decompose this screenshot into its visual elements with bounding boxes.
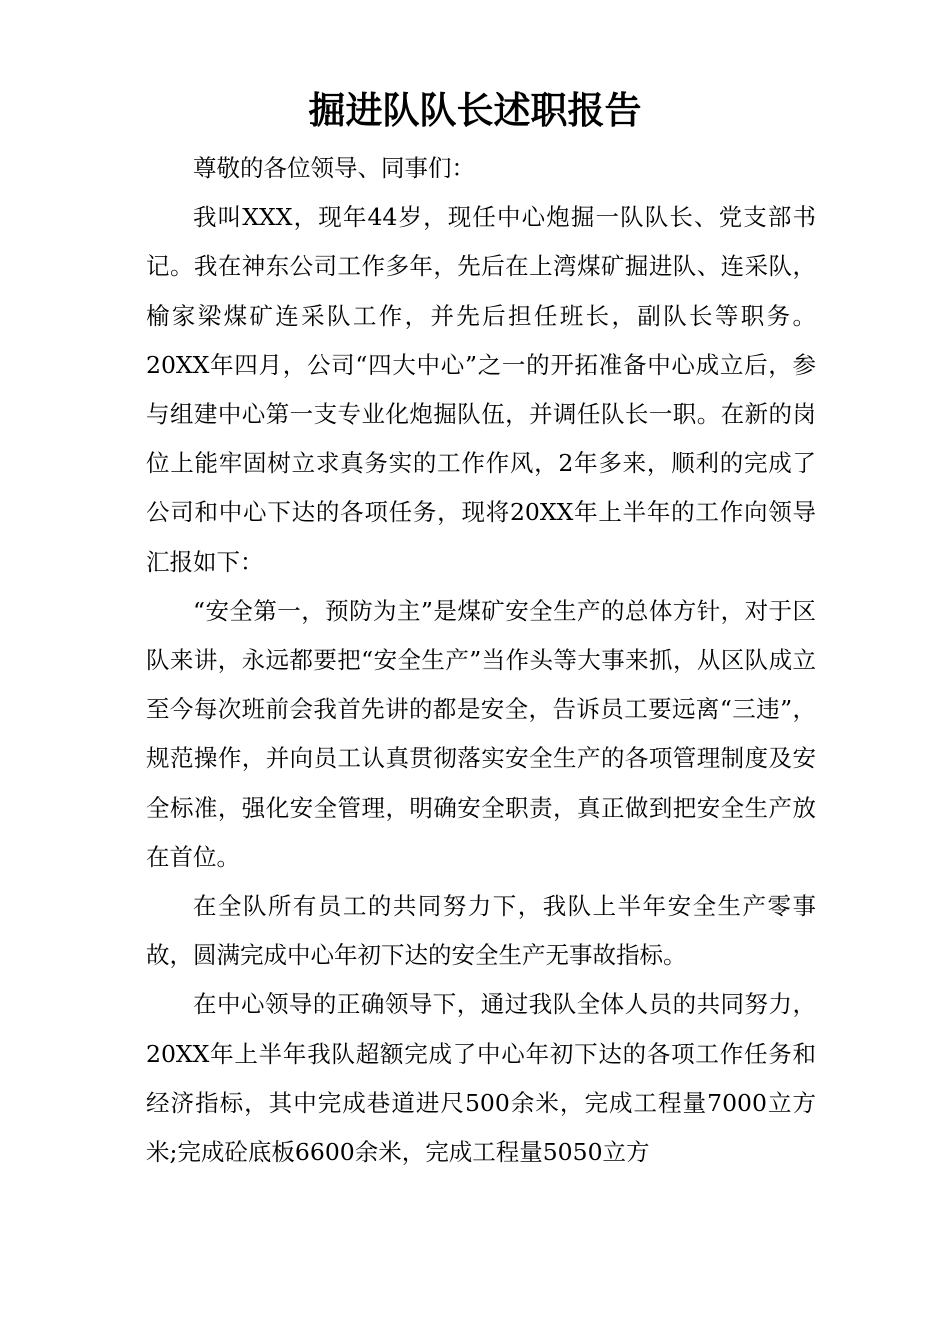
safety-result-paragraph: 在全队所有员工的共同努力下，我队上半年安全生产零事故，圆满完成中心年初下达的安全生产无事故指标。	[146, 892, 816, 970]
document-title: 掘进队队长述职报告	[308, 88, 642, 132]
intro-paragraph: 我叫XXX，现年44岁，现任中心炮掘一队队长、党支部书记。我在神东公司工作多年，先后在上湾煤矿掘进队、连采队，榆家梁煤矿连采队工作，并先后担任班长，副队长等职务。20XX年四月，公司“四大中心”之一的开拓准备中心成立后，参与组建中心第一支专业化炮掘队伍，并调任队长一职。在新的岗位上能牢固树立求真务实的工作作风，2年多来，顺利的完成了公司和中心下达的各项任务，现将20XX年上半年的工作向领导汇报如下：	[146, 203, 816, 576]
work-achievement-paragraph: 在中心领导的正确领导下，通过我队全体人员的共同努力，20XX年上半年我队超额完成了中心年初下达的各项工作任务和经济指标，其中完成巷道进尺500余米，完成工程量7000立方米;完成砼底板6600余米，完成工程量5050立方	[146, 990, 816, 1167]
salutation-paragraph: 尊敬的各位领导、同事们：	[193, 154, 475, 182]
document-body	[146, 144, 816, 1177]
safety-policy-paragraph: “安全第一，预防为主”是煤矿安全生产的总体方针，对于区队来讲，永远都要把“安全生产”当作头等大事来抓，从区队成立至今每次班前会我首先讲的都是安全，告诉员工要远离“三违”，规范操作，并向员工认真贯彻落实安全生产的各项管理制度及安全标准，强化安全管理，明确安全职责，真正做到把安全生产放在首位。	[146, 596, 816, 871]
